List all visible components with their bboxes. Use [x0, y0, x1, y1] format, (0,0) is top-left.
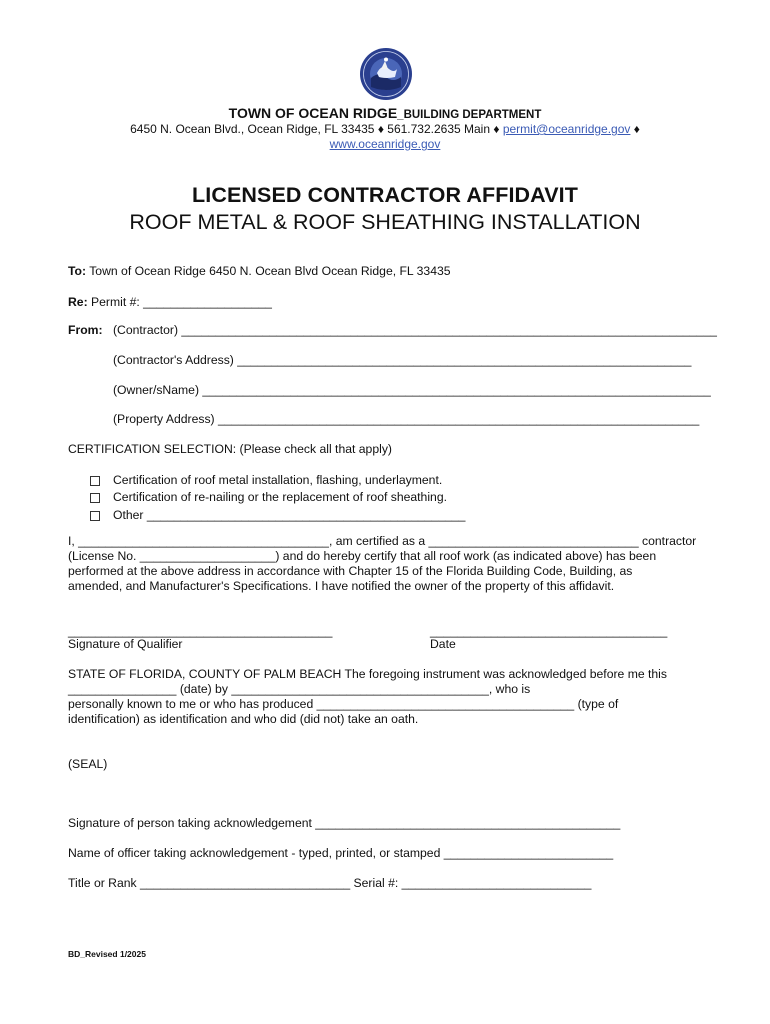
email-link[interactable]: permit@oceanridge.gov [502, 122, 631, 136]
date-label: Date [430, 637, 456, 651]
website-link[interactable]: www.oceanridge.gov [329, 137, 441, 151]
re-line [68, 295, 272, 309]
statement-line[interactable]: I, _____________________________________, am certified as a _______________________________ contractor [68, 534, 697, 548]
renailing-label: Certification of re-nailing or the replacement of roof sheathing. [113, 490, 447, 504]
notary-line[interactable]: personally known to me or who has produced ______________________________________ (type of [68, 697, 619, 711]
permit-field[interactable]: Permit #: ___________________ [87, 295, 272, 309]
revision-footer: BD_Revised 1/2025 [68, 949, 146, 959]
contractor-field[interactable]: (Contractor) _______________________________________________________________________________ [113, 323, 717, 337]
title-rank-serial-field[interactable]: Title or Rank _______________________________ Serial #: ____________________________ [68, 876, 592, 890]
notary-line[interactable]: ________________ (date) by ______________________________________, who is [68, 682, 531, 696]
statement-line[interactable]: (License No. ____________________) and do hereby certify that all roof work (as indicated above) has been [68, 549, 657, 563]
notary-line: identification) as identification and who did (did not) take an oath. [68, 712, 419, 726]
form-title: LICENSED CONTRACTOR AFFIDAVIT [192, 183, 578, 207]
town-name: TOWN OF OCEAN RIDGE [228, 105, 398, 121]
header-address [0, 122, 770, 136]
certification-option [90, 473, 100, 487]
qualifier-signature-label: Signature of Qualifier [68, 637, 183, 651]
roof-metal-checkbox[interactable] [90, 476, 100, 486]
notary-line: STATE OF FLORIDA, COUNTY OF PALM BEACH The foregoing instrument was acknowledged before me this [68, 667, 667, 681]
acknowledgement-signature-field[interactable]: Signature of person taking acknowledgement _____________________________________________ [68, 816, 621, 830]
seal-label: (SEAL) [68, 757, 108, 771]
to-label: To: [68, 264, 87, 278]
certification-option [90, 490, 100, 504]
address-diamond: ♦ [630, 122, 640, 136]
town-seal-logo [359, 47, 413, 101]
statement-line: performed at the above address in accordance with Chapter 15 of the Florida Building Code, Building, as [68, 564, 633, 578]
department-header [0, 105, 770, 121]
to-value: Town of Ocean Ridge 6450 N. Ocean Blvd Ocean Ridge, FL 33435 [86, 264, 451, 278]
owner-name-field[interactable]: (Owner/sName) ___________________________________________________________________________ [113, 383, 711, 397]
officer-name-field[interactable]: Name of officer taking acknowledgement - typed, printed, or stamped _________________________ [68, 846, 614, 860]
notary-acknowledgement [68, 667, 708, 727]
property-address-field[interactable]: (Property Address) _______________________________________________________________________ [113, 412, 700, 426]
form-subtitle: ROOF METAL & ROOF SHEATHING INSTALLATION [129, 210, 641, 234]
other-field[interactable]: Other _______________________________________________ [113, 508, 466, 522]
header-website [0, 137, 770, 151]
address-line: 6450 N. Ocean Blvd., Ocean Ridge, FL 33435 ♦ 561.732.2635 Main ♦ [130, 122, 503, 136]
department-name: _BUILDING DEPARTMENT [397, 109, 542, 121]
roof-metal-label: Certification of roof metal installation, flashing, underlayment. [113, 473, 443, 487]
statement-line: amended, and Manufacturer's Specifications. I have notified the owner of the property of this affidavit. [68, 579, 615, 593]
renailing-checkbox[interactable] [90, 493, 100, 503]
to-line [68, 264, 451, 278]
from-label: From: [68, 323, 103, 337]
qualifier-signature-line[interactable]: _______________________________________ [68, 624, 333, 638]
re-label: Re: [68, 295, 88, 309]
certification-heading: CERTIFICATION SELECTION: (Please check all that apply) [68, 442, 392, 456]
date-line[interactable]: ___________________________________ [430, 624, 668, 638]
certification-statement [68, 534, 708, 594]
contractor-address-field[interactable]: (Contractor's Address) ___________________________________________________________________ [113, 353, 692, 367]
other-checkbox[interactable] [90, 511, 100, 521]
certification-option [90, 508, 100, 522]
